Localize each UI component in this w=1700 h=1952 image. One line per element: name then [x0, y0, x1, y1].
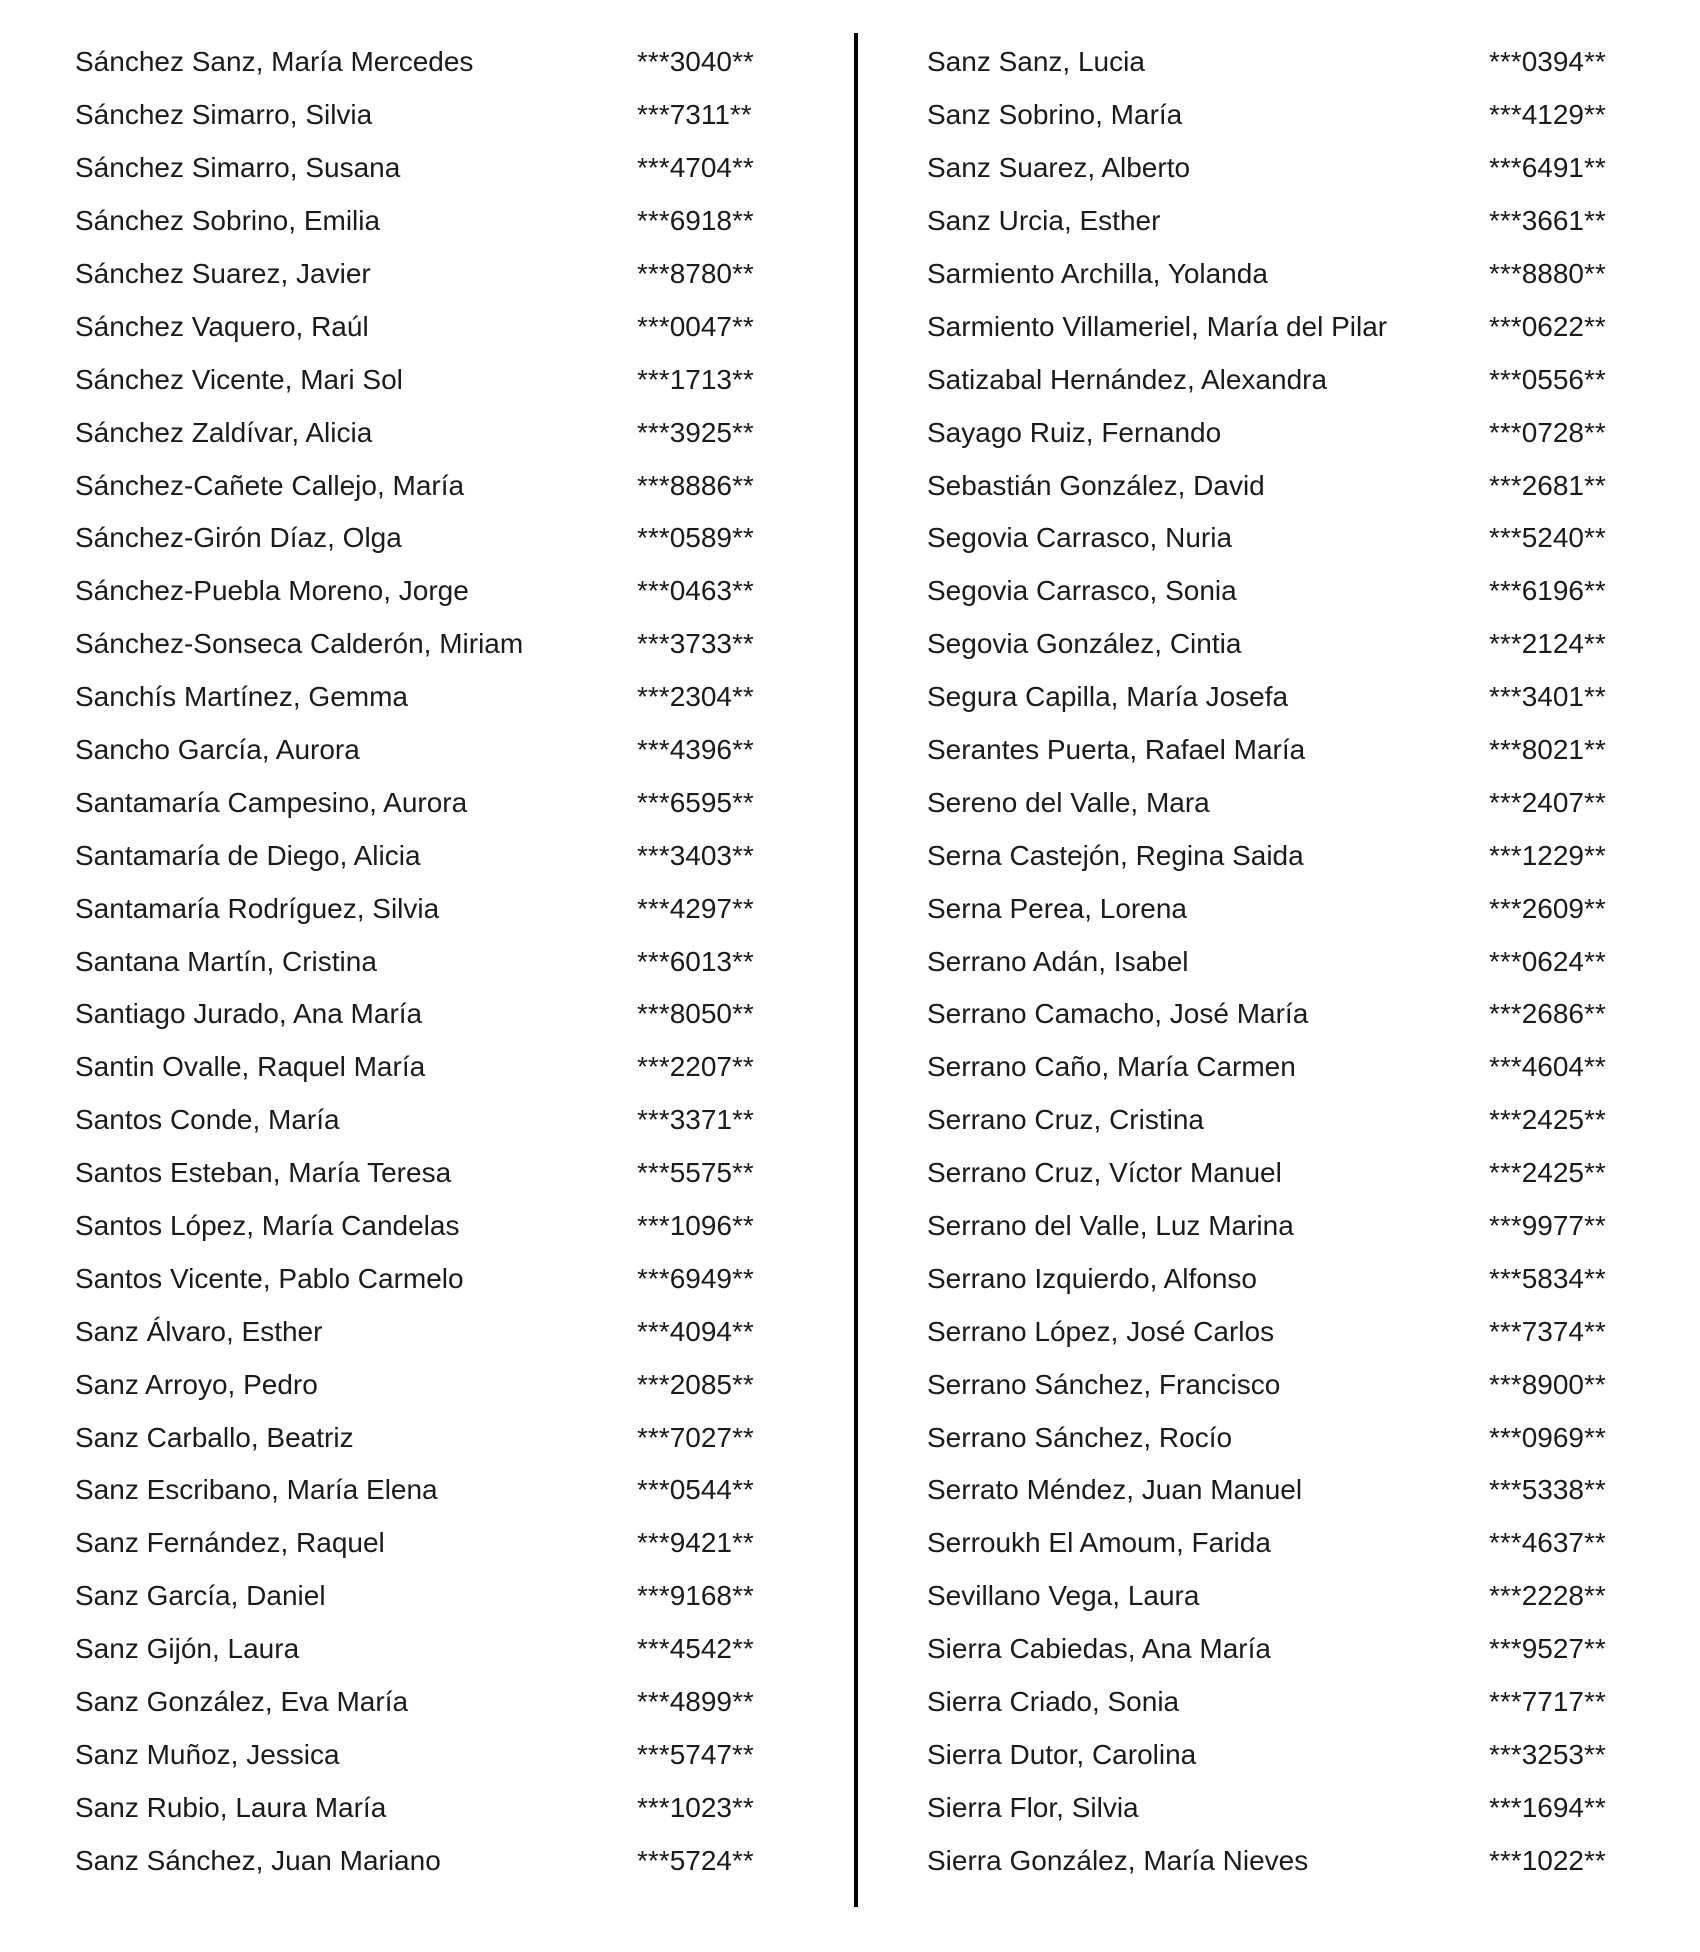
list-row	[75, 142, 795, 195]
person-name: Sierra González, María Nieves	[927, 1844, 1309, 1876]
list-row	[927, 1464, 1647, 1517]
person-name: Sánchez Sobrino, Emilia	[75, 205, 381, 237]
list-row	[75, 300, 795, 353]
list-row	[75, 1200, 795, 1253]
list-row	[927, 406, 1647, 459]
list-row	[75, 724, 795, 777]
masked-id: ***1022**	[1489, 1844, 1606, 1876]
person-name: Sanz Sobrino, María	[927, 99, 1183, 131]
masked-id: ***2686**	[1489, 998, 1606, 1030]
person-name: Sierra Criado, Sonia	[927, 1686, 1180, 1718]
person-name: Serrato Méndez, Juan Manuel	[927, 1474, 1303, 1506]
masked-id: ***8780**	[637, 258, 754, 289]
person-name: Serna Perea, Lorena	[927, 892, 1187, 924]
masked-id: ***0728**	[1489, 416, 1606, 448]
person-name: Sierra Dutor, Carolina	[927, 1738, 1197, 1770]
masked-id: ***3925**	[637, 416, 754, 448]
person-name: Sierra Cabiedas, Ana María	[927, 1633, 1271, 1665]
list-row	[927, 195, 1647, 248]
masked-id: ***6013**	[637, 945, 754, 977]
person-name: Sereno del Valle, Mara	[927, 786, 1210, 818]
person-name: Sánchez Zaldívar, Alicia	[75, 416, 373, 448]
masked-id: ***5724**	[637, 1844, 754, 1876]
list-row	[75, 988, 795, 1041]
person-name: Santana Martín, Cristina	[75, 945, 377, 977]
person-name: Sayago Ruiz, Fernando	[927, 416, 1222, 448]
masked-id: ***3371**	[637, 1104, 754, 1136]
list-row	[75, 1570, 795, 1623]
masked-id: ***3403**	[637, 839, 754, 871]
masked-id: ***3040**	[637, 46, 754, 78]
person-name: Serrano Sánchez, Rocío	[927, 1421, 1233, 1453]
masked-id: ***5834**	[1489, 1262, 1606, 1294]
list-row	[927, 1041, 1647, 1094]
masked-id: ***2407**	[1489, 786, 1606, 818]
list-row	[927, 1200, 1647, 1253]
masked-id: ***0047**	[637, 310, 754, 342]
person-name: Santos Conde, María	[75, 1104, 340, 1136]
list-row	[927, 1729, 1647, 1782]
masked-id: ***0556**	[1489, 363, 1606, 395]
masked-id: ***5575**	[637, 1157, 754, 1189]
masked-id: ***2681**	[1489, 469, 1606, 501]
person-name: Sánchez Simarro, Susana	[75, 152, 401, 184]
list-row	[75, 1411, 795, 1464]
list-row	[927, 1676, 1647, 1729]
person-name: Sancho García, Aurora	[75, 734, 360, 766]
list-row	[75, 1358, 795, 1411]
list-row	[75, 459, 795, 512]
list-row	[927, 724, 1647, 777]
list-row	[927, 1781, 1647, 1834]
masked-id: ***3401**	[1489, 681, 1606, 713]
list-row	[75, 935, 795, 988]
person-name: Sierra Flor, Silvia	[927, 1791, 1139, 1823]
list-row	[927, 671, 1647, 724]
list-row	[75, 1464, 795, 1517]
list-row	[927, 36, 1647, 89]
list-row	[75, 776, 795, 829]
person-name: Sánchez Sanz, María Mercedes	[75, 46, 474, 78]
masked-id: ***4094**	[637, 1315, 754, 1347]
list-row	[927, 1147, 1647, 1200]
list-row	[927, 988, 1647, 1041]
masked-id: ***4396**	[637, 734, 754, 766]
person-name: Sanz Urcia, Esther	[927, 205, 1161, 237]
masked-id: ***4637**	[1489, 1527, 1606, 1559]
masked-id: ***2085**	[637, 1368, 754, 1400]
list-row	[75, 1623, 795, 1676]
list-row	[75, 618, 795, 671]
list-row	[75, 1147, 795, 1200]
masked-id: ***0624**	[1489, 945, 1606, 977]
list-row	[75, 512, 795, 565]
person-name: Sanz Gijón, Laura	[75, 1633, 300, 1665]
masked-id: ***1023**	[637, 1791, 754, 1823]
masked-id: ***5747**	[637, 1738, 754, 1770]
person-name: Sanz Escribano, María Elena	[75, 1474, 438, 1506]
list-row	[75, 1252, 795, 1305]
masked-id: ***4297**	[637, 892, 754, 924]
person-name: Sanz Arroyo, Pedro	[75, 1368, 318, 1400]
masked-id: ***8886**	[637, 469, 754, 501]
masked-id: ***4704**	[637, 152, 754, 184]
list-row	[927, 1570, 1647, 1623]
person-name: Sánchez Simarro, Silvia	[75, 99, 373, 131]
person-name: Sánchez-Sonseca Calderón, Miriam	[75, 628, 524, 660]
masked-id: ***6595**	[637, 786, 754, 818]
masked-id: ***5338**	[1489, 1474, 1606, 1506]
person-name: Santamaría Rodríguez, Silvia	[75, 892, 440, 924]
masked-id: ***2425**	[1489, 1157, 1606, 1189]
person-name: Serrano López, José Carlos	[927, 1315, 1275, 1347]
right-column	[927, 36, 1647, 1887]
person-name: Sanz Rubio, Laura María	[75, 1791, 387, 1823]
list-row	[75, 565, 795, 618]
person-name: Sánchez Vaquero, Raúl	[75, 310, 369, 342]
masked-id: ***9168**	[637, 1580, 754, 1612]
list-row	[75, 1781, 795, 1834]
person-name: Sanz Sanz, Lucia	[927, 46, 1145, 78]
masked-id: ***4604**	[1489, 1051, 1606, 1083]
person-name: Sánchez-Cañete Callejo, María	[75, 469, 465, 501]
person-name: Sanz González, Eva María	[75, 1686, 409, 1718]
person-name: Sevillano Vega, Laura	[927, 1580, 1200, 1612]
person-name: Segovia González, Cintia	[927, 628, 1242, 660]
masked-id: ***9977**	[1489, 1210, 1606, 1242]
masked-id: ***3733**	[637, 628, 754, 660]
masked-id: ***4542**	[637, 1633, 754, 1665]
masked-id: ***1096**	[637, 1210, 754, 1242]
person-name: Santamaría Campesino, Aurora	[75, 786, 468, 818]
person-name: Serrano Izquierdo, Alfonso	[927, 1262, 1257, 1294]
person-name: Serrano Cruz, Víctor Manuel	[927, 1157, 1282, 1189]
masked-id: ***0622**	[1489, 310, 1606, 342]
person-name: Sanz Fernández, Raquel	[75, 1527, 385, 1559]
masked-id: ***8050**	[637, 998, 754, 1030]
masked-id: ***0589**	[637, 522, 754, 554]
list-row	[927, 1411, 1647, 1464]
person-name: Santos Vicente, Pablo Carmelo	[75, 1262, 464, 1294]
list-row	[75, 1676, 795, 1729]
masked-id: ***6491**	[1489, 152, 1606, 184]
list-row	[75, 36, 795, 89]
list-row	[927, 1305, 1647, 1358]
masked-id: ***1694**	[1489, 1791, 1606, 1823]
list-row	[75, 1305, 795, 1358]
masked-id: ***3253**	[1489, 1738, 1606, 1770]
masked-id: ***0394**	[1489, 46, 1606, 78]
masked-id: ***9527**	[1489, 1633, 1606, 1665]
list-row	[927, 829, 1647, 882]
person-name: Sanz Sánchez, Juan Mariano	[75, 1844, 441, 1876]
person-name: Sánchez-Puebla Moreno, Jorge	[75, 575, 469, 607]
masked-id: ***0463**	[637, 575, 754, 607]
person-name: Sanz Álvaro, Esther	[75, 1315, 323, 1347]
masked-id: ***2228**	[1489, 1580, 1606, 1612]
person-name: Serantes Puerta, Rafael María	[927, 734, 1306, 766]
person-name: Santiago Jurado, Ana María	[75, 998, 423, 1030]
masked-id: ***2425**	[1489, 1104, 1606, 1136]
list-row	[927, 1358, 1647, 1411]
person-name: Satizabal Hernández, Alexandra	[927, 363, 1328, 395]
person-name: Serrano Sánchez, Francisco	[927, 1368, 1281, 1400]
list-row	[927, 776, 1647, 829]
list-row	[927, 300, 1647, 353]
masked-id: ***0544**	[637, 1474, 754, 1506]
masked-id: ***6949**	[637, 1262, 754, 1294]
masked-id: ***0969**	[1489, 1421, 1606, 1453]
person-name: Santos Esteban, María Teresa	[75, 1157, 452, 1189]
list-row	[75, 1834, 795, 1887]
person-name: Sanz Carballo, Beatriz	[75, 1421, 354, 1453]
list-row	[75, 406, 795, 459]
list-row	[75, 1729, 795, 1782]
person-name: Sánchez-Girón Díaz, Olga	[75, 522, 402, 554]
list-row	[927, 512, 1647, 565]
list-row	[927, 1094, 1647, 1147]
list-row	[75, 1094, 795, 1147]
list-row	[927, 248, 1647, 301]
list-row	[927, 882, 1647, 935]
masked-id: ***7027**	[637, 1421, 754, 1453]
masked-id: ***1229**	[1489, 839, 1606, 871]
person-name: Serrano Cruz, Cristina	[927, 1104, 1204, 1136]
person-name: Sánchez Vicente, Mari Sol	[75, 363, 403, 395]
list-row	[75, 195, 795, 248]
masked-id: ***2124**	[1489, 628, 1606, 660]
masked-id: ***6918**	[637, 205, 754, 237]
person-name: Santin Ovalle, Raquel María	[75, 1051, 426, 1083]
list-row	[75, 829, 795, 882]
list-row	[75, 89, 795, 142]
masked-id: ***8900**	[1489, 1368, 1606, 1400]
person-name: Segovia Carrasco, Sonia	[927, 575, 1237, 607]
person-name: Santos López, María Candelas	[75, 1210, 460, 1242]
masked-id: ***3661**	[1489, 205, 1606, 237]
person-name: Serroukh El Amoum, Farida	[927, 1527, 1271, 1559]
list-row	[75, 353, 795, 406]
masked-id: ***7311**	[637, 99, 752, 131]
person-name: Sánchez Suarez, Javier	[75, 258, 371, 289]
list-row	[927, 142, 1647, 195]
left-column	[75, 36, 795, 1887]
masked-id: ***2609**	[1489, 892, 1606, 924]
masked-id: ***1713**	[637, 363, 754, 395]
person-name: Serna Castejón, Regina Saida	[927, 839, 1304, 871]
masked-id: ***8880**	[1489, 258, 1606, 289]
masked-id: ***7374**	[1489, 1315, 1606, 1347]
person-name: Sanz Muñoz, Jessica	[75, 1738, 340, 1770]
column-divider	[854, 33, 858, 1907]
list-row	[75, 248, 795, 301]
list-row	[75, 882, 795, 935]
masked-id: ***5240**	[1489, 522, 1606, 554]
person-name: Segura Capilla, María Josefa	[927, 681, 1289, 713]
list-row	[75, 1041, 795, 1094]
list-row	[927, 1517, 1647, 1570]
person-name: Sanz Suarez, Alberto	[927, 152, 1191, 184]
list-row	[927, 935, 1647, 988]
person-name: Sarmiento Villameriel, María del Pilar	[927, 310, 1388, 342]
masked-id: ***2304**	[637, 681, 754, 713]
list-row	[927, 459, 1647, 512]
list-row	[927, 565, 1647, 618]
person-name: Serrano Caño, María Carmen	[927, 1051, 1296, 1083]
person-name: Sebastián González, David	[927, 469, 1265, 501]
masked-id: ***2207**	[637, 1051, 754, 1083]
list-row	[927, 1252, 1647, 1305]
list-row	[927, 1834, 1647, 1887]
person-name: Santamaría de Diego, Alicia	[75, 839, 421, 871]
masked-id: ***4129**	[1489, 99, 1606, 131]
person-name: Serrano Adán, Isabel	[927, 945, 1189, 977]
masked-id: ***9421**	[637, 1527, 754, 1559]
person-name: Serrano del Valle, Luz Marina	[927, 1210, 1294, 1242]
list-row	[927, 1623, 1647, 1676]
person-name: Sanchís Martínez, Gemma	[75, 681, 409, 713]
masked-id: ***6196**	[1489, 575, 1606, 607]
masked-id: ***8021**	[1489, 734, 1606, 766]
list-row	[927, 353, 1647, 406]
masked-id: ***7717**	[1489, 1686, 1606, 1718]
person-name: Segovia Carrasco, Nuria	[927, 522, 1233, 554]
list-row	[75, 1517, 795, 1570]
list-row	[927, 618, 1647, 671]
list-row	[927, 89, 1647, 142]
masked-id: ***4899**	[637, 1686, 754, 1718]
list-row	[75, 671, 795, 724]
person-name: Sanz García, Daniel	[75, 1580, 326, 1612]
person-name: Sarmiento Archilla, Yolanda	[927, 258, 1268, 289]
person-name: Serrano Camacho, José María	[927, 998, 1309, 1030]
